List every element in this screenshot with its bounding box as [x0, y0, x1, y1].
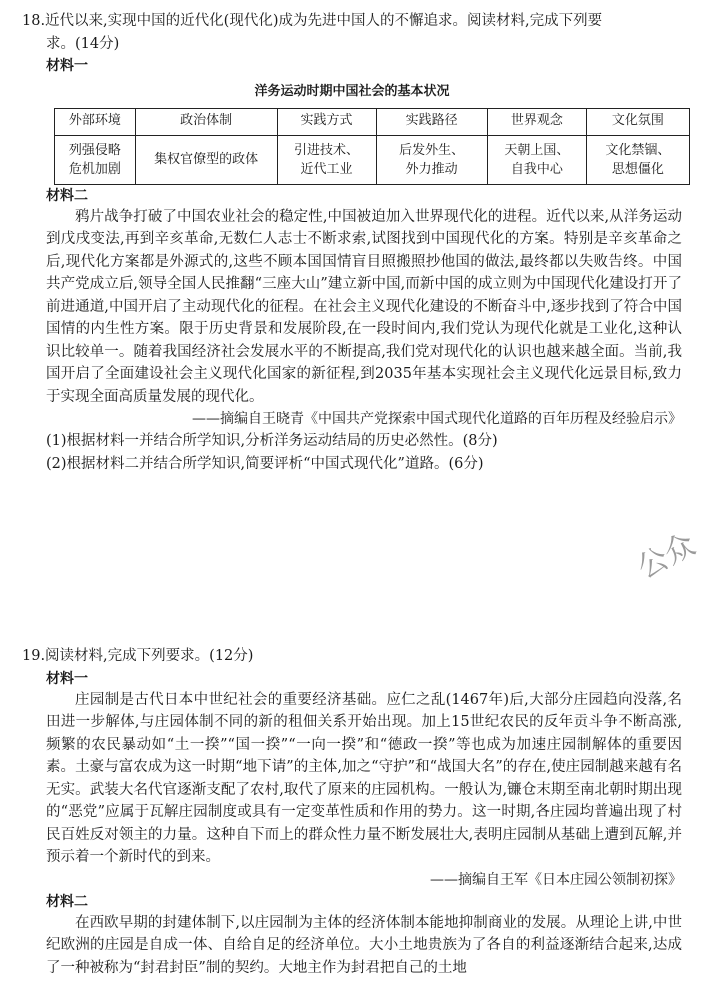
cell-line: 列强侵略	[68, 142, 121, 158]
q18-subquestion-1: (1)根据材料一并结合所学知识,分析洋务运动结局的历史必然性。(8分)	[46, 433, 498, 449]
table-header-cell: 实践方式	[277, 108, 376, 135]
table-cell	[487, 135, 586, 184]
table-cell	[55, 135, 136, 184]
q18-stem-line1: 18.近代以来,实现中国的近代化(现代化)成为先进中国人的不懈追求。阅读材料,完成下列要	[22, 13, 603, 29]
watermark-text: 公众	[631, 526, 702, 586]
cell-line: 思想僵化	[611, 161, 664, 177]
q18-table-title: 洋务运动时期中国社会的基本状况	[254, 84, 450, 99]
cell-line: 外力推动	[405, 161, 458, 177]
table-header-row	[55, 108, 690, 135]
table-cell	[277, 135, 376, 184]
table-header-cell: 实践路径	[376, 108, 487, 135]
table-header-cell: 政治体制	[135, 108, 277, 135]
q18-table	[54, 108, 690, 185]
question-19	[22, 645, 682, 979]
table-header-cell: 外部环境	[55, 108, 136, 135]
q19-material1-source: ——摘编自王军《日本庄园公领制初探》	[430, 871, 682, 888]
q19-material2-text: 在西欧早期的封建体制下,以庄园制为主体的经济体制本能地抑制商业的发展。从理论上讲,中世纪欧洲的庄园是自成一体、自给自足的经济单位。大小土地贵族为了各自的利益逐渐结合起来,达成了一种被称为“封君封臣”制的契约。大地主作为封君把自己的土地	[46, 914, 682, 976]
cell-line: 近代工业	[300, 161, 353, 177]
cell-line: 后发外生、	[399, 142, 465, 158]
table-header-cell: 文化氛围	[586, 108, 689, 135]
q18-stem-line2: 求。(14分)	[46, 35, 120, 52]
q19-material1-label: 材料一	[46, 670, 88, 687]
cell-line: 天朝上国、	[504, 142, 570, 158]
q18-material2-text: 鸦片战争打破了中国农业社会的稳定性,中国被迫加入世界现代化的进程。近代以来,从洋务运动到戊戌变法,再到辛亥革命,无数仁人志士不断求索,试图找到中国现代化的方案。特别是辛亥革命之后,现代化方案都是外源式的,这些不顾本国国情盲目照搬照抄他国的做法,最终都以失败告终。中国共产党成立后,领导全国人民推翻“三座大山”建立新中国,而新中国的成立则为中国现代化建设打开了前进通道,中国开启了主动现代化的征程。在社会主义现代化建设的不断奋斗中,逐步找到了符合中国国情的内生性方案。限于历史背景和发展阶段,在一段时间内,我们党认为现代化就是工业化,这种认识比较单一。随着我国经济社会发展水平的不断提高,我们党对现代化的认识也越来越全面。当前,我国开启了全面建设社会主义现代化国家的新征程,到2035年基本实现社会主义现代化远景目标,致力于实现全面高质量发展的现代化。	[46, 208, 682, 405]
q18-material1-label: 材料一	[46, 58, 88, 74]
q19-material1-text: 庄园制是古代日本中世纪社会的重要经济基础。应仁之乱(1467年)后,大部分庄园趋向没落,名田进一步解体,与庄园体制不同的新的租佃关系开始出现。加上15世纪农民的反年贡斗争不断高涨,频繁的农民暴动如“土一揆”“国一揆”“一向一揆”和“德政一揆”等也成为加速庄园制解体的重要因素。土豪与富农成为这一时期“地下请”的主体,加之“守护”和“战国大名”的存在,使庄园制越来越有名无实。武装大名代官逐渐支配了农村,取代了原来的庄园机构。一般认为,镰仓末期至南北朝时期出现的“恶党”应属于瓦解庄园制度或具有一定变革性质和作用的势力。这一时期,各庄园均普遍出现了村民百姓反对领主的力量。这种自下而上的群众性力量不断发展壮大,表明庄园制从基础上遭到瓦解,并预示着一个新时代的到来。	[46, 691, 682, 865]
q18-material2-label: 材料二	[46, 187, 88, 204]
question-18	[22, 10, 682, 475]
table-cell	[586, 135, 689, 184]
q18-material2-source: ——摘编自王晓青《中国共产党探索中国式现代化道路的百年历程及经验启示》	[192, 411, 682, 427]
table-header-cell: 世界观念	[487, 108, 586, 135]
cell-line: 集权官僚型的政体	[154, 152, 259, 167]
cell-line: 引进技术、	[294, 142, 360, 158]
cell-line: 自我中心	[510, 161, 563, 177]
table-row	[55, 135, 690, 184]
q18-subquestion-2: (2)根据材料二并结合所学知识,简要评析“中国式现代化”道路。(6分)	[46, 455, 484, 472]
q19-material2-label: 材料二	[46, 893, 88, 910]
table-cell	[376, 135, 487, 184]
q19-stem: 19.阅读材料,完成下列要求。(12分)	[22, 648, 254, 664]
cell-line: 文化禁锢、	[605, 142, 671, 158]
cell-line: 危机加剧	[68, 161, 121, 177]
table-cell	[135, 135, 277, 184]
